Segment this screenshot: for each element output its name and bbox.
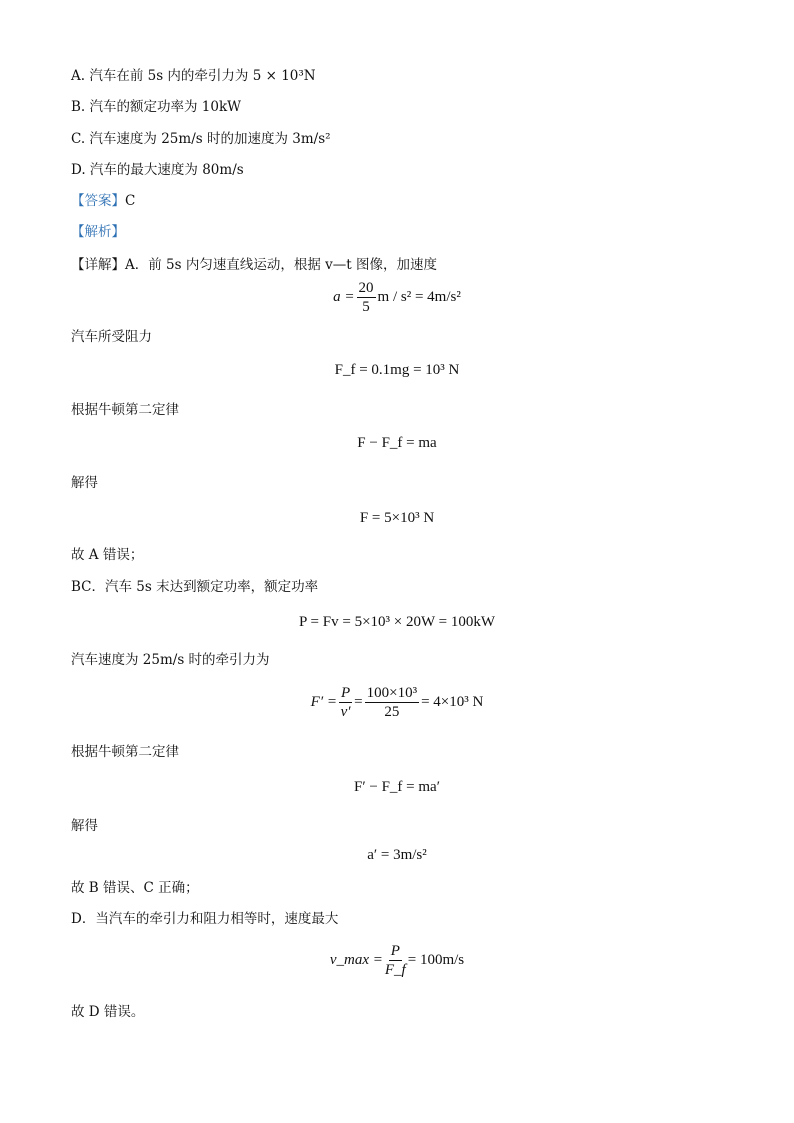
text-conclusion-a: 故 A 错误； [71,547,144,563]
eq9-lhs: v_max = [329,952,383,968]
text-newton-1: 根据牛顿第二定律 [71,402,179,418]
eq6-rhs: = 4×10³ N [421,694,484,710]
eq9-fraction [385,943,406,978]
text-newton-2: 根据牛顿第二定律 [71,744,179,760]
eq6-lhs: F′ = [310,694,337,710]
answer-line [71,192,135,210]
detail-line [71,256,437,274]
eq1-fraction [357,280,376,315]
text-conclusion-d: 故 D 错误。 [71,1004,145,1020]
equation-max-speed [0,943,794,978]
equation-acceleration [0,280,794,315]
equation-newton-2: F′ − F_f = ma′ [354,779,440,795]
eq1-num: 20 [358,280,374,296]
equation-force: F = 5×10³ N [359,510,435,526]
eq6-fraction-1 [339,685,352,720]
text-resistance: 汽车所受阻力 [71,329,152,345]
equation-power: P = Fv = 5×10³ × 20W = 100kW [299,614,495,630]
eq1-rhs: m / s² = 4m/s² [377,289,461,305]
option-b: B. 汽车的额定功率为 10kW [71,99,242,115]
eq1-lhs: a = [333,289,355,305]
detail-label: 【详解】 [71,257,125,273]
eq6-den1: v′ [340,704,351,720]
text-solve-1: 解得 [71,475,98,491]
eq9-num: P [390,943,400,959]
eq9-den: F_f [384,962,406,978]
option-c: C. 汽车速度为 25m/s 时的加速度为 3m/s² [71,131,331,147]
eq6-eq-sign: = [354,694,363,710]
text-bc-intro: BC．汽车 5s 末达到额定功率，额定功率 [71,579,319,595]
answer-label: 【答案】 [71,193,125,209]
text-traction-25: 汽车速度为 25m/s 时的牵引力为 [71,652,270,668]
eq6-den2: 25 [384,704,400,720]
equation-acceleration-2: a′ = 3m/s² [367,847,427,863]
eq1-den: 5 [362,299,370,315]
answer-value: C [125,193,136,209]
analysis-label: 【解析】 [71,224,125,240]
eq9-rhs: = 100m/s [407,952,465,968]
eq6-num1: P [340,685,351,701]
equation-traction [0,685,794,720]
analysis-line [71,223,125,241]
option-d: D. 汽车的最大速度为 80m/s [71,162,244,178]
equation-resistance: F_f = 0.1mg = 10³ N [334,362,460,378]
text-d-intro: D．当汽车的牵引力和阻力相等时，速度最大 [71,911,339,927]
equation-newton-1: F − F_f = ma [357,435,437,451]
option-a: A. 汽车在前 5s 内的牵引力为 5 × 10³N [71,68,316,84]
detail-intro: A．前 5s 内匀速直线运动，根据 v—t 图像，加速度 [125,257,437,273]
text-conclusion-bc: 故 B 错误、C 正确； [71,880,199,896]
text-solve-2: 解得 [71,818,98,834]
eq6-fraction-2 [365,685,419,720]
eq6-num2: 100×10³ [366,685,418,701]
